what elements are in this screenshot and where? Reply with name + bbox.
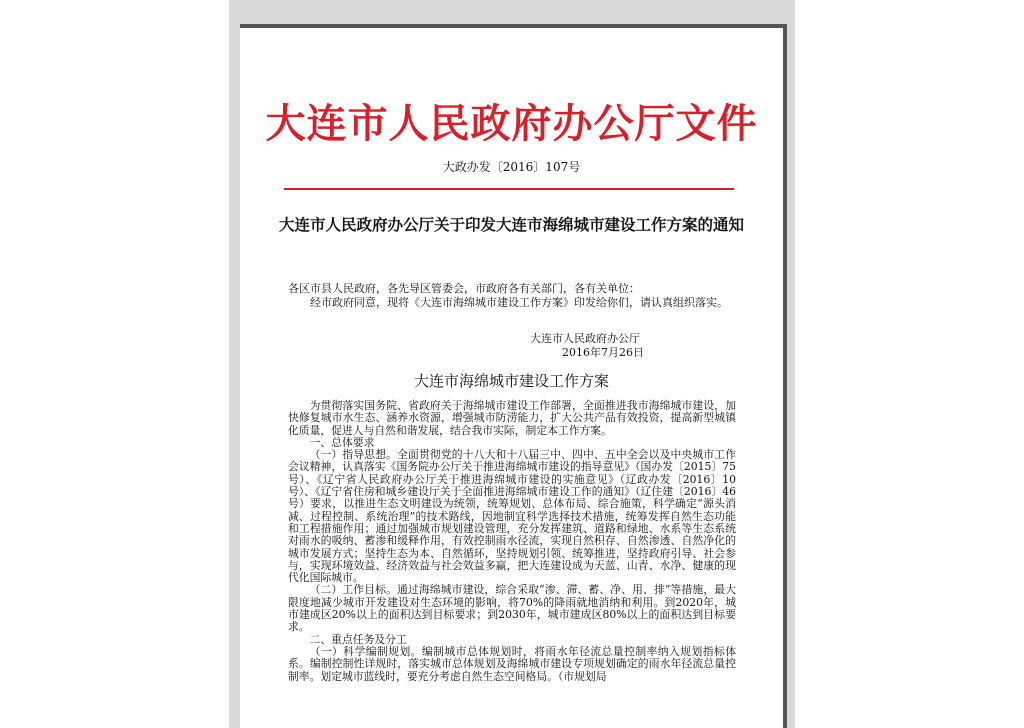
page-shadow-right	[783, 28, 787, 728]
lead-paragraph: 经市政府同意，现将《大连市海绵城市建设工作方案》印发给你们，请认真组织落实。	[310, 296, 728, 309]
body-paragraph: 为贯彻落实国务院、省政府关于海绵城市建设工作部署，全面推进我市海绵城市建设，加快修复城市水生态、涵养水资源，增强城市防涝能力，扩大公共产品有效投资，提高新型城镇化质量，促进人与自然和谐发展，结合我市实际，制定本工作方案。	[288, 399, 736, 437]
document-header-title: 大连市人民政府办公厅文件	[265, 100, 758, 147]
body-paragraph: （一）科学编制规划。编制城市总体规划时，将雨水年径流总量控制率纳入规划指标体系。编制控制性详规时，落实城市总体规划及海绵城市建设专项规划确定的雨水年径流总量控制率。划定城市蓝线时，要充分考虑自然生态空间格局。（市规划局	[288, 644, 736, 683]
body-paragraph: （二）工作目标。通过海绵城市建设，综合采取“渗、滞、蓄、净、用、排”等措施，最大限度地减少城市开发建设对生态环境的影响，将70%的降雨就地消纳和利用。到2020年，城市建成区20%以上的面积达到目标要求；到2030年，城市建成区80%以上的面积达到目标要求。	[288, 583, 736, 634]
red-divider	[284, 188, 734, 190]
section-heading: 二、重点任务及分工	[309, 632, 407, 646]
addressee-line: 各区市县人民政府，各先导区管委会，市政府各有关部门，各有关单位：	[288, 282, 640, 295]
document-number: 大政办发〔2016〕107号	[442, 160, 581, 174]
plan-title: 大连市海绵城市建设工作方案	[413, 372, 609, 390]
document-page	[240, 28, 783, 728]
section-heading: 一、总体要求	[309, 435, 375, 449]
signature-date: 2016年7月26日	[562, 346, 644, 359]
signature-organization: 大连市人民政府办公厅	[530, 332, 640, 345]
plan-body	[288, 400, 736, 683]
body-paragraph: （一）指导思想。全面贯彻党的十八大和十八届三中、四中、五中全会以及中央城市工作会议精神，认真落实《国务院办公厅关于推进海绵城市建设的指导意见》（国办发〔2015〕75号）、《辽宁省人民政府办公厅关于推进海绵城市建设的实施意见》（辽政办发〔2016〕10号）、《辽宁省住房和城乡建设厅关于全面推进海绵城市建设工作的通知》（辽住建〔2016〕46号）要求，以推进生态文明建设为统领，统筹规划、总体布局、综合施策，科学确定“源头消减、过程控制、系统治理”的技术路线，因地制宜科学选择技术措施，统筹发挥自然生态功能和工程措施作用；通过加强城市规划建设管理，充分发挥建筑、道路和绿地、水系等生态系统对雨水的吸纳、蓄渗和缓释作用，有效控制雨水径流，实现自然积存、自然渗透、自然净化的城市发展方式；坚持生态为本、自然循环，坚持规划引领、统筹推进，坚持政府引导、社会参与，实现环境效益、经济效益与社会效益多赢，把大连建设成为天蓝、山青、水净、健康的现代化国际城市。	[288, 448, 736, 585]
notice-title: 大连市人民政府办公厅关于印发大连市海绵城市建设工作方案的通知	[278, 215, 744, 234]
